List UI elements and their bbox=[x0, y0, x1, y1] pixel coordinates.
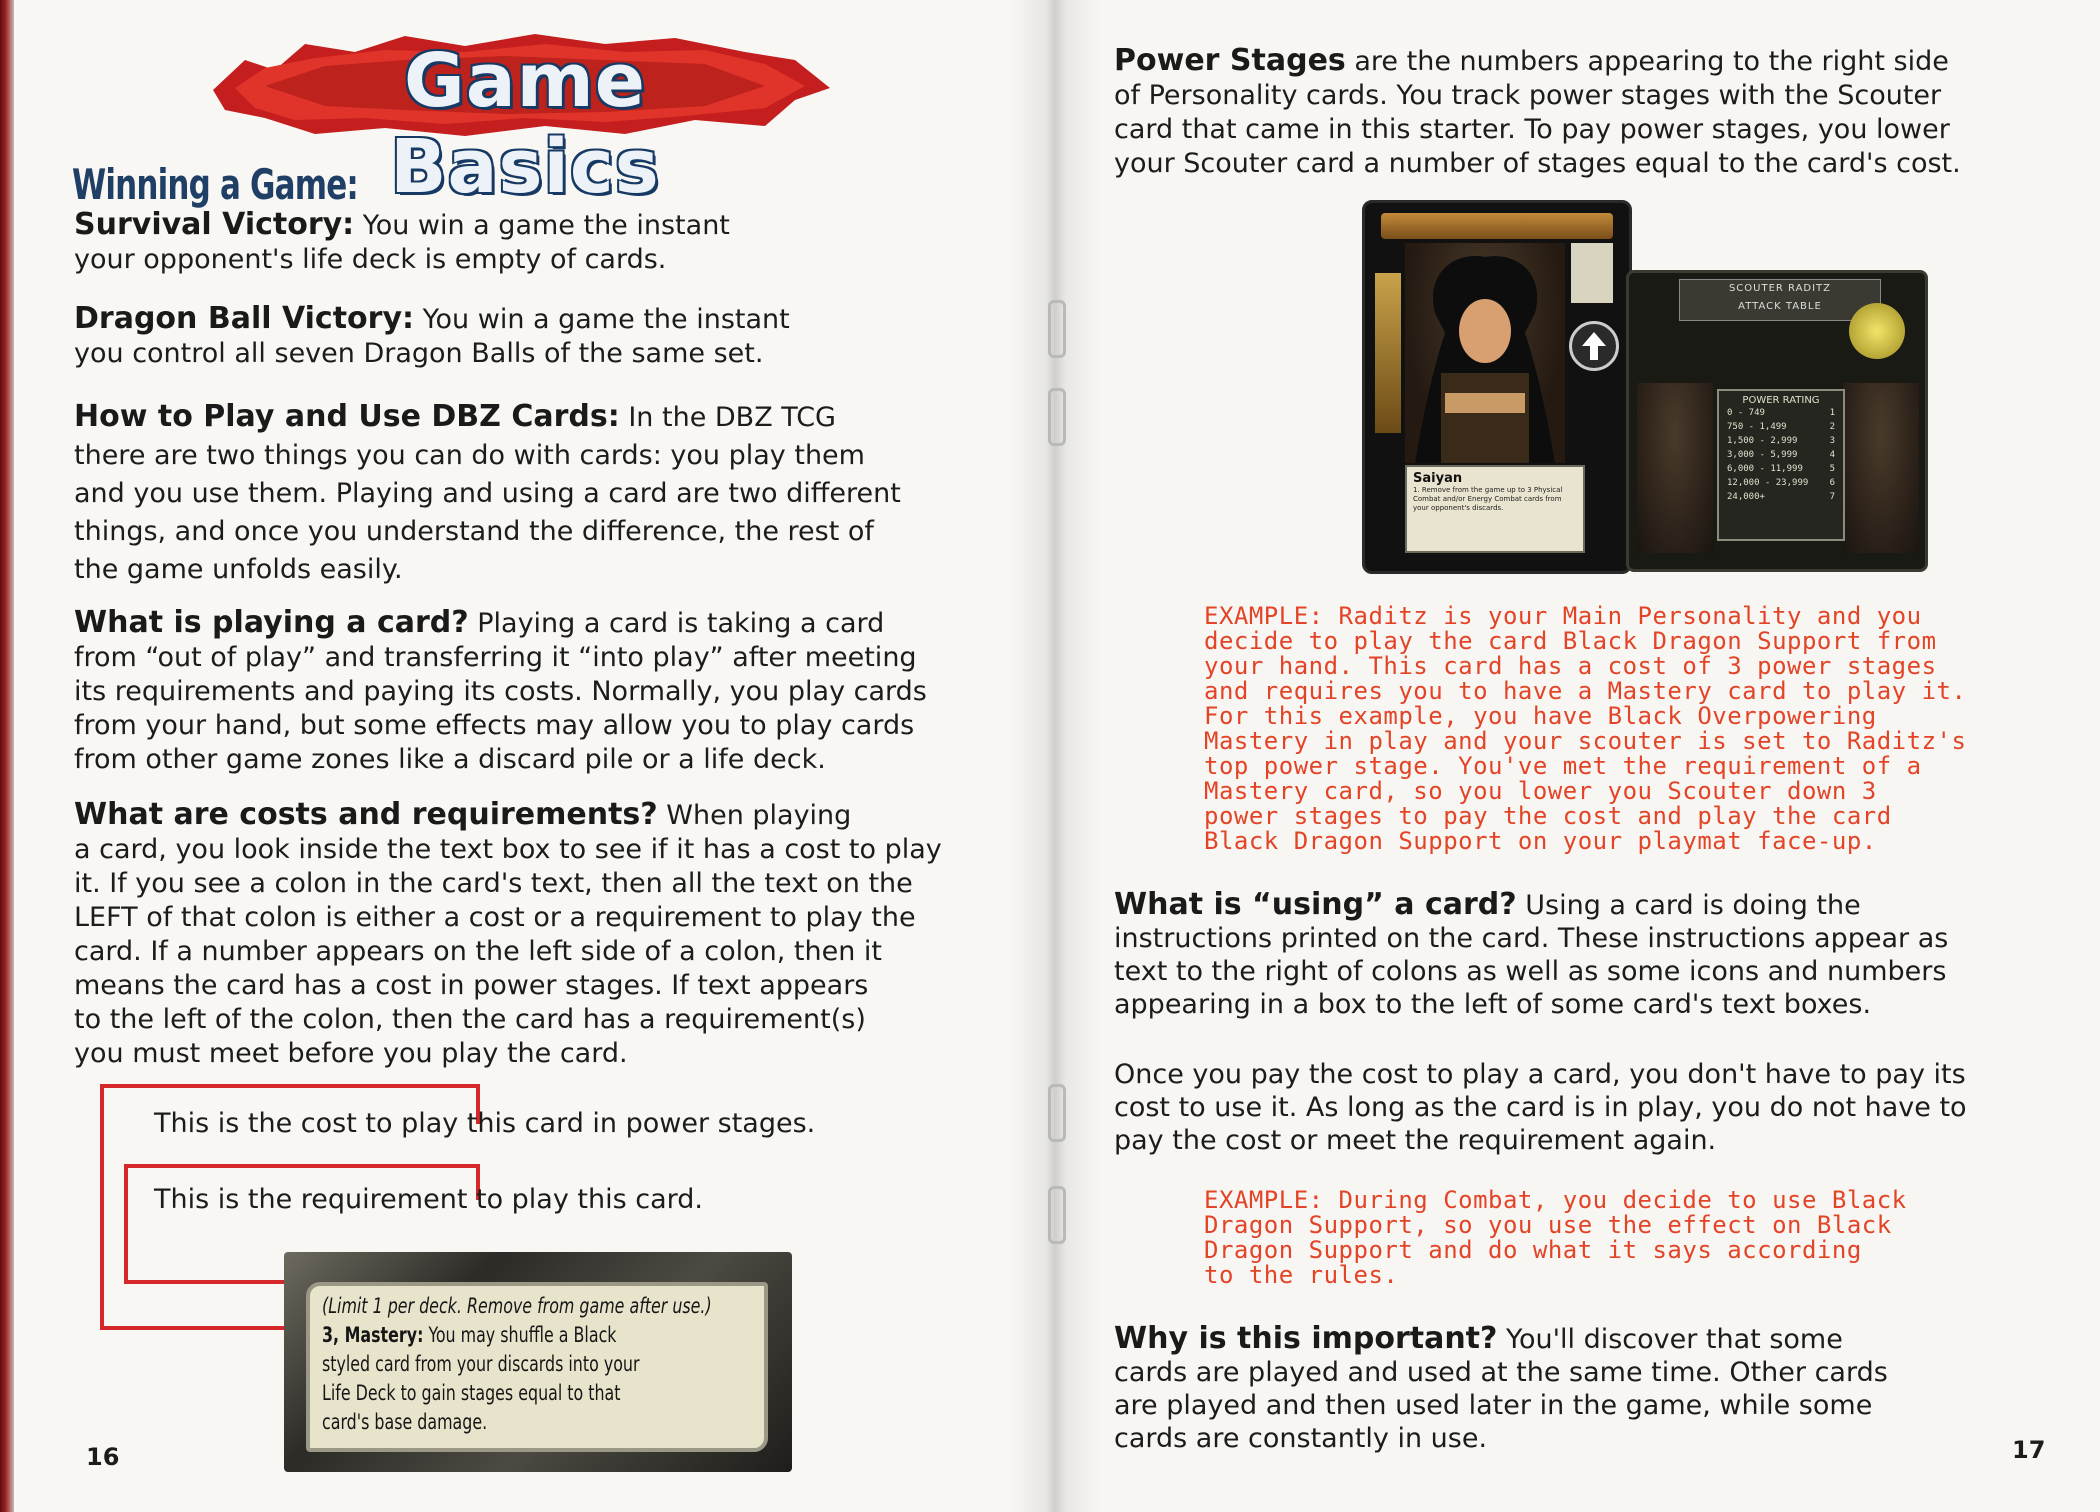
important-heading: Why is this important? bbox=[1114, 1321, 1498, 1356]
power-rating-row: 1,500 - 2,999 3 bbox=[1727, 436, 1835, 446]
using-card-line: Using a card is doing the bbox=[1525, 890, 1861, 921]
costs-paragraph bbox=[74, 798, 974, 1071]
survival-heading: Survival Victory: bbox=[74, 207, 355, 242]
how-to-play-heading: How to Play and Use DBZ Cards: bbox=[74, 399, 620, 434]
using-card-line: text to the right of colons as well as some icons and numbers bbox=[1114, 956, 1947, 987]
example-line: EXAMPLE: Raditz is your Main Personality and you bbox=[1204, 602, 1922, 630]
personality-card-image bbox=[1362, 200, 1632, 574]
how-to-play-line: there are two things you can do with cards: you play them bbox=[74, 440, 865, 471]
card-text-box bbox=[306, 1282, 768, 1452]
example-line: For this example, you have Black Overpowering bbox=[1204, 702, 1877, 730]
cost-callout-top bbox=[100, 1084, 480, 1088]
binding-ring bbox=[1048, 388, 1066, 446]
req-callout-top bbox=[124, 1164, 480, 1168]
card-text-line bbox=[322, 1321, 685, 1350]
character-silhouette-icon bbox=[1405, 243, 1565, 463]
page-title: Game Basics bbox=[390, 38, 660, 210]
scouter-title-box bbox=[1679, 279, 1881, 321]
example-line: Dragon Support and do what it says according bbox=[1204, 1236, 1862, 1264]
costs-line: When playing bbox=[666, 800, 852, 831]
raditz-right-art bbox=[1843, 383, 1919, 553]
power-rating-row: 12,000 - 23,999 6 bbox=[1727, 478, 1835, 488]
power-rating-title: POWER RATING bbox=[1742, 395, 1820, 406]
once-pay-line: Once you pay the cost to play a card, you don't have to pay its bbox=[1114, 1059, 1966, 1090]
page-number-right: 17 bbox=[2012, 1436, 2046, 1464]
req-callout-left bbox=[124, 1164, 128, 1282]
raditz-left-art bbox=[1637, 383, 1713, 553]
cost-callout-left bbox=[100, 1084, 104, 1328]
costs-line: a card, you look inside the text box to see if it has a cost to play bbox=[74, 834, 942, 865]
binding-ring bbox=[1048, 1084, 1066, 1142]
important-line: cards are played and used at the same time. Other cards bbox=[1114, 1357, 1888, 1388]
how-to-play-line: the game unfolds easily. bbox=[74, 554, 403, 585]
important-line: cards are constantly in use. bbox=[1114, 1423, 1488, 1454]
survival-line: You win a game the instant bbox=[362, 210, 730, 241]
scouter-card-image bbox=[1626, 270, 1928, 572]
power-stage-column bbox=[1571, 243, 1613, 303]
how-to-play-paragraph bbox=[74, 398, 974, 589]
playing-card-heading: What is playing a card? bbox=[74, 605, 469, 640]
card-text-line: Life Deck to gain stages equal to that bbox=[322, 1381, 621, 1405]
once-pay-paragraph bbox=[1114, 1058, 2014, 1157]
card-text-line: card's base damage. bbox=[322, 1410, 488, 1434]
power-rating-row: 24,000+ 7 bbox=[1727, 492, 1835, 502]
power-rating-row: 750 - 1,499 2 bbox=[1727, 422, 1835, 432]
how-to-play-line: and you use them. Playing and using a card are two different bbox=[74, 478, 901, 509]
using-card-line: instructions printed on the card. These instructions appear as bbox=[1114, 923, 1949, 954]
card-name-bar bbox=[1381, 213, 1613, 239]
dragon-ball-line: you control all seven Dragon Balls of the same set. bbox=[74, 338, 764, 369]
left-edge-art bbox=[0, 0, 14, 1512]
book-spine bbox=[1010, 0, 1100, 1512]
survival-paragraph bbox=[74, 208, 974, 277]
costs-line: card. If a number appears on the left side of a colon, then it bbox=[74, 936, 882, 967]
example-line: power stages to pay the cost and play the card bbox=[1204, 802, 1892, 830]
playing-card-line: from other game zones like a discard pile or a life deck. bbox=[74, 744, 826, 775]
survival-line: your opponent's life deck is empty of cards. bbox=[74, 244, 667, 275]
how-to-play-line: In the DBZ TCG bbox=[628, 402, 836, 433]
card-text-line: styled card from your discards into your bbox=[322, 1352, 640, 1376]
card-cost-requirement: 3, Mastery: bbox=[322, 1323, 424, 1347]
power-stages-line: of Personality cards. You track power stages with the Scouter bbox=[1114, 80, 1942, 111]
example-box-2 bbox=[1204, 1188, 1907, 1288]
page-number-left: 16 bbox=[86, 1443, 120, 1471]
raditz-portrait bbox=[1405, 243, 1565, 463]
power-stages-paragraph bbox=[1114, 44, 2014, 181]
costs-line: to the left of the colon, then the card has a requirement(s) bbox=[74, 1004, 866, 1035]
playing-card-line: its requirements and paying its costs. Normally, you play cards bbox=[74, 676, 927, 707]
costs-heading: What are costs and requirements? bbox=[74, 797, 658, 832]
important-line: are played and then used later in the game, while some bbox=[1114, 1390, 1873, 1421]
card-effect-text: You may shuffle a Black bbox=[423, 1323, 617, 1347]
playing-card-line: from your hand, but some effects may allow you to play cards bbox=[74, 710, 915, 741]
playing-card-paragraph bbox=[74, 606, 974, 777]
card-text-line: (Limit 1 per deck. Remove from game after use.) bbox=[322, 1294, 712, 1318]
once-pay-line: cost to use it. As long as the card is in play, you do not have to bbox=[1114, 1092, 1967, 1123]
playing-card-line: Playing a card is taking a card bbox=[477, 608, 885, 639]
stage-ladder-bar bbox=[1375, 273, 1401, 433]
important-paragraph bbox=[1114, 1322, 2014, 1455]
using-card-paragraph bbox=[1114, 888, 2014, 1021]
power-stages-line: your Scouter card a number of stages equal to the card's cost. bbox=[1114, 148, 1961, 179]
personality-text-box bbox=[1405, 465, 1585, 553]
requirement-label: This is the requirement to play this card. bbox=[154, 1184, 704, 1215]
costs-line: you must meet before you play the card. bbox=[74, 1038, 628, 1069]
dragon-ball-line: You win a game the instant bbox=[422, 304, 790, 335]
power-stages-line: card that came in this starter. To pay power stages, you lower bbox=[1114, 114, 1950, 145]
playing-card-line: from “out of play” and transferring it “into play” after meeting bbox=[74, 642, 917, 673]
binding-ring bbox=[1048, 1186, 1066, 1244]
power-rating-row: 6,000 - 11,999 5 bbox=[1727, 464, 1835, 474]
arrow-up-icon bbox=[1569, 321, 1619, 371]
dragon-ball-icon bbox=[1849, 303, 1905, 359]
personality-type: Saiyan bbox=[1413, 471, 1463, 486]
example-line: decide to play the card Black Dragon Support from bbox=[1204, 627, 1937, 655]
power-rating-row: 3,000 - 5,999 4 bbox=[1727, 450, 1835, 460]
once-pay-line: pay the cost or meet the requirement again. bbox=[1114, 1125, 1717, 1156]
dragon-ball-paragraph bbox=[74, 302, 974, 371]
winning-heading: Winning a Game: bbox=[72, 160, 358, 209]
important-line: You'll discover that some bbox=[1506, 1324, 1843, 1355]
example-line: your hand. This card has a cost of 3 power stages bbox=[1204, 652, 1937, 680]
costs-line: LEFT of that colon is either a cost or a requirement to play the bbox=[74, 902, 916, 933]
scouter-title-line: ATTACK TABLE bbox=[1738, 301, 1822, 312]
using-card-line: appearing in a box to the left of some card's text boxes. bbox=[1114, 989, 1872, 1020]
costs-line: it. If you see a colon in the card's text, then all the text on the bbox=[74, 868, 913, 899]
cost-label: This is the cost to play this card in power stages. bbox=[154, 1108, 816, 1139]
power-rating-table bbox=[1717, 389, 1845, 541]
power-stages-heading: Power Stages bbox=[1114, 43, 1346, 78]
example-line: EXAMPLE: During Combat, you decide to use Black bbox=[1204, 1186, 1907, 1214]
power-stages-line: are the numbers appearing to the right side bbox=[1354, 46, 1949, 77]
using-card-heading: What is “using” a card? bbox=[1114, 887, 1517, 922]
scouter-title-line: SCOUTER RADITZ bbox=[1728, 283, 1832, 294]
personality-text: 1. Remove from the game up to 3 Physical Combat and/or Energy Combat cards from your opponent's discards. bbox=[1413, 486, 1563, 512]
how-to-play-line: things, and once you understand the difference, the rest of bbox=[74, 516, 874, 547]
dragon-ball-heading: Dragon Ball Victory: bbox=[74, 301, 415, 336]
example-line: top power stage. You've met the requirement of a bbox=[1204, 752, 1922, 780]
binding-ring bbox=[1048, 300, 1066, 358]
example-line: and requires you to have a Mastery card to play it. bbox=[1204, 677, 1967, 705]
power-rating-row: 0 - 749 1 bbox=[1727, 408, 1835, 418]
card-text-example-image bbox=[284, 1252, 792, 1472]
example-line: Dragon Support, so you use the effect on Black bbox=[1204, 1211, 1892, 1239]
example-line: Mastery in play and your scouter is set to Raditz's bbox=[1204, 727, 1967, 755]
example-line: to the rules. bbox=[1204, 1261, 1399, 1289]
costs-line: means the card has a cost in power stages. If text appears bbox=[74, 970, 869, 1001]
example-line: Black Dragon Support on your playmat face-up. bbox=[1204, 827, 1877, 855]
example-line: Mastery card, so you lower you Scouter down 3 bbox=[1204, 777, 1877, 805]
example-box-1 bbox=[1204, 604, 1966, 854]
